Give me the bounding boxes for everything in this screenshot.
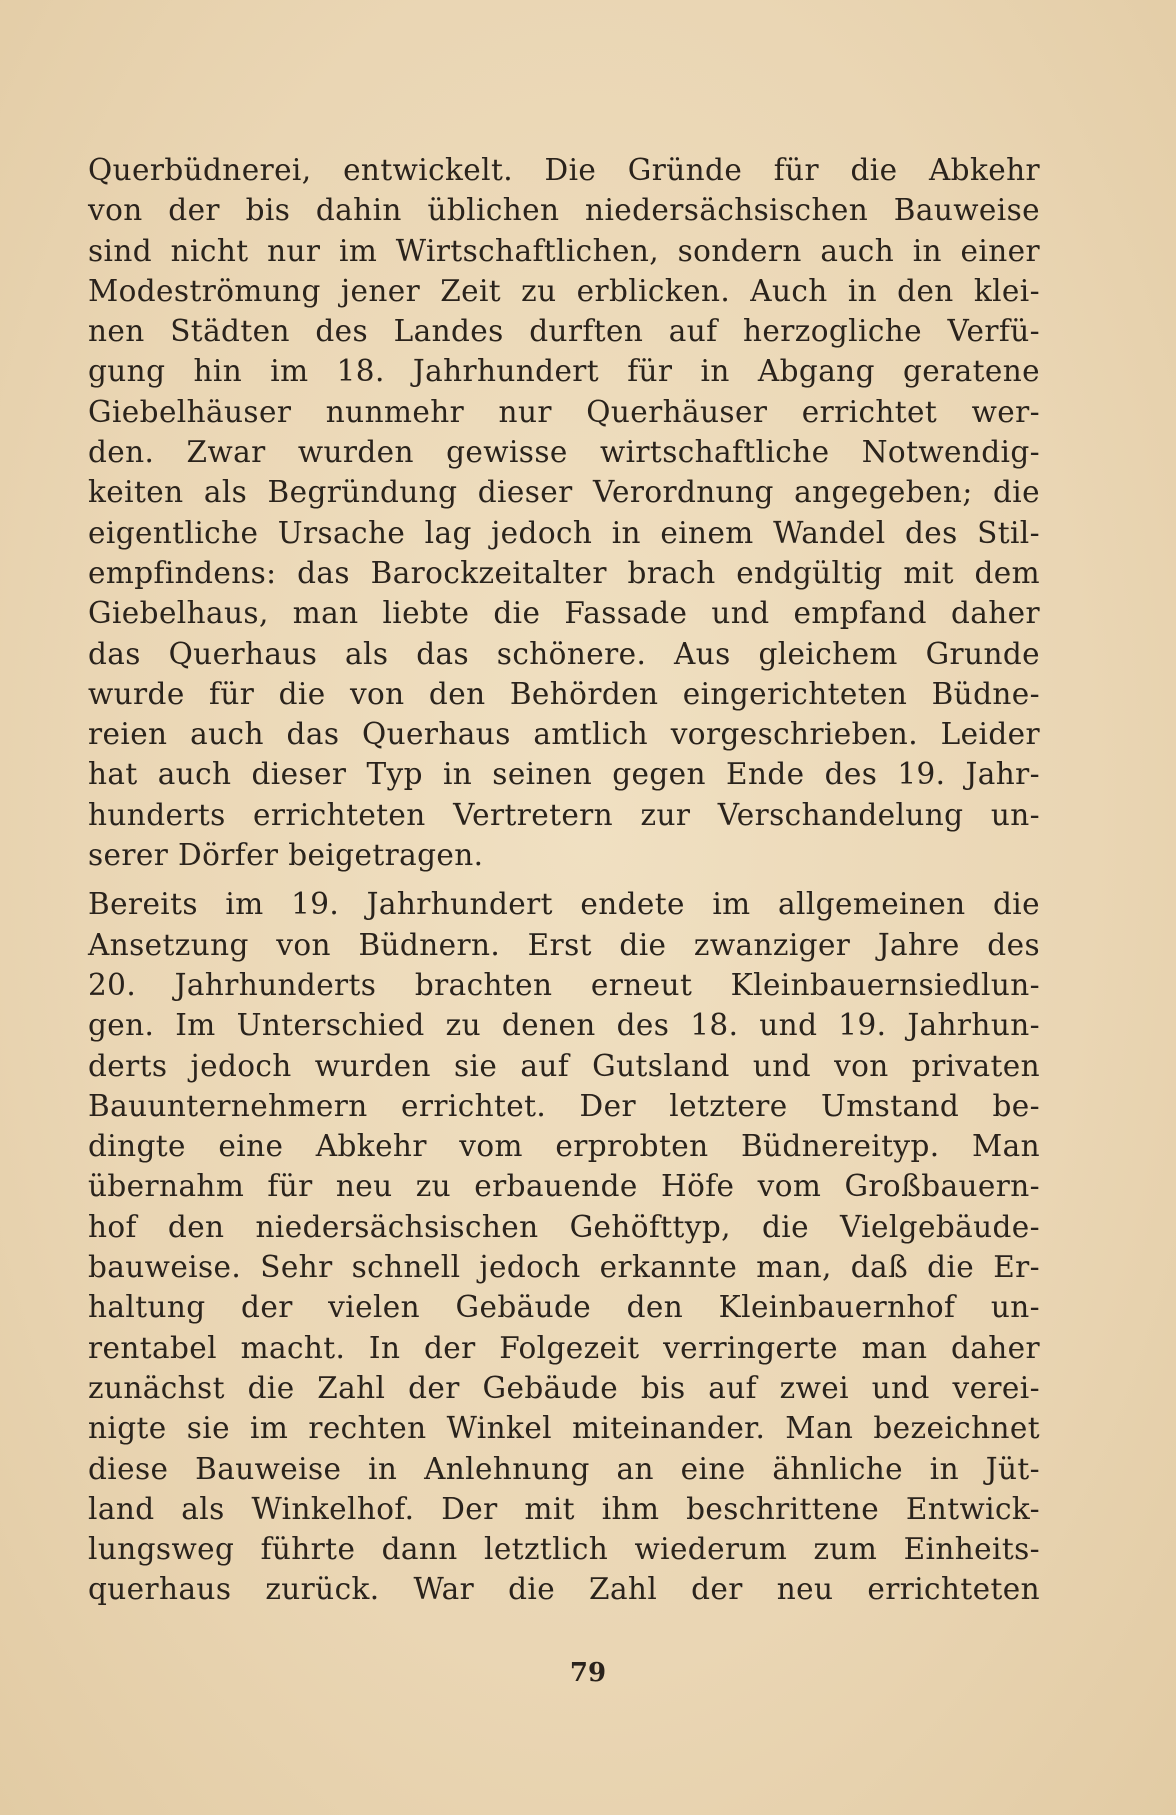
text-line: wurde für die von den Behörden eingerichteten Büdne- bbox=[88, 676, 1040, 711]
text-line: Bauunternehmern errichtet. Der letztere Umstand be- bbox=[88, 1088, 1040, 1123]
text-line: hof den niedersächsischen Gehöfttyp, die Vielgebäude- bbox=[88, 1209, 1040, 1244]
text-line: gen. Im Unterschied zu denen des 18. und 19. Jahrhun- bbox=[88, 1008, 1040, 1043]
text-line: das Querhaus als das schönere. Aus gleichem Grunde bbox=[88, 636, 1040, 671]
text-line: lungsweg führte dann letztlich wiederum zum Einheits- bbox=[88, 1532, 1040, 1567]
text-line: serer Dörfer beigetragen. bbox=[88, 838, 484, 873]
text-line: empfindens: das Barockzeitalter brach endgültig mit dem bbox=[88, 555, 1040, 590]
text-line: land als Winkelhof. Der mit ihm beschrittene Entwick- bbox=[88, 1491, 1040, 1526]
text-line: eigentliche Ursache lag jedoch in einem Wandel des Stil- bbox=[88, 515, 1040, 550]
text-line: Bereits im 19. Jahrhundert endete im allgemeinen die bbox=[88, 887, 1040, 922]
paragraph bbox=[88, 150, 1040, 875]
text-line: haltung der vielen Gebäude den Kleinbauernhof un- bbox=[88, 1290, 1040, 1325]
text-line: zunächst die Zahl der Gebäude bis auf zwei und verei- bbox=[88, 1370, 1040, 1405]
text-line: Modeströmung jener Zeit zu erblicken. Auch in den klei- bbox=[88, 273, 1040, 308]
text-line: nen Städten des Landes durften auf herzogliche Verfü- bbox=[88, 314, 1040, 349]
paragraph bbox=[88, 884, 1040, 1609]
text-line: hat auch dieser Typ in seinen gegen Ende des 19. Jahr- bbox=[88, 757, 1040, 792]
text-line: keiten als Begründung dieser Verordnung angegeben; die bbox=[88, 475, 1040, 510]
text-line: diese Bauweise in Anlehnung an eine ähnliche in Jüt- bbox=[88, 1451, 1040, 1486]
text-line: 20. Jahrhunderts brachten erneut Kleinbauernsiedlun- bbox=[88, 967, 1040, 1002]
text-line: Giebelhaus, man liebte die Fassade und empfand daher bbox=[88, 596, 1040, 631]
text-line: Giebelhäuser nunmehr nur Querhäuser errichtet wer- bbox=[88, 394, 1040, 429]
text-line: übernahm für neu zu erbauende Höfe vom Großbauern- bbox=[88, 1169, 1040, 1204]
body-text bbox=[88, 150, 1040, 1610]
text-line: hunderts errichteten Vertretern zur Verschandelung un- bbox=[88, 797, 1040, 832]
text-line: Querbüdnerei, entwickelt. Die Gründe für die Abkehr bbox=[88, 153, 1040, 187]
page-number: 79 bbox=[569, 1658, 607, 1688]
text-line: bauweise. Sehr schnell jedoch erkannte man, daß die Er- bbox=[88, 1250, 1040, 1285]
text-line: rentabel macht. In der Folgezeit verringerte man daher bbox=[88, 1330, 1040, 1365]
text-line: dingte eine Abkehr vom erprobten Büdnereityp. Man bbox=[88, 1129, 1040, 1164]
text-line: derts jedoch wurden sie auf Gutsland und von privaten bbox=[88, 1048, 1040, 1083]
text-line: sind nicht nur im Wirtschaftlichen, sondern auch in einer bbox=[88, 233, 1040, 268]
text-line: gung hin im 18. Jahrhundert für in Abgang geratene bbox=[88, 354, 1040, 389]
text-line: nigte sie im rechten Winkel miteinander. Man bezeichnet bbox=[88, 1411, 1040, 1446]
text-line: querhaus zurück. War die Zahl der neu errichteten bbox=[88, 1572, 1040, 1607]
text-line: Ansetzung von Büdnern. Erst die zwanziger Jahre des bbox=[88, 927, 1040, 962]
text-line: von der bis dahin üblichen niedersächsischen Bauweise bbox=[88, 193, 1040, 228]
text-line: den. Zwar wurden gewisse wirtschaftliche Notwendig- bbox=[88, 435, 1040, 470]
text-line: reien auch das Querhaus amtlich vorgeschrieben. Leider bbox=[88, 717, 1040, 752]
